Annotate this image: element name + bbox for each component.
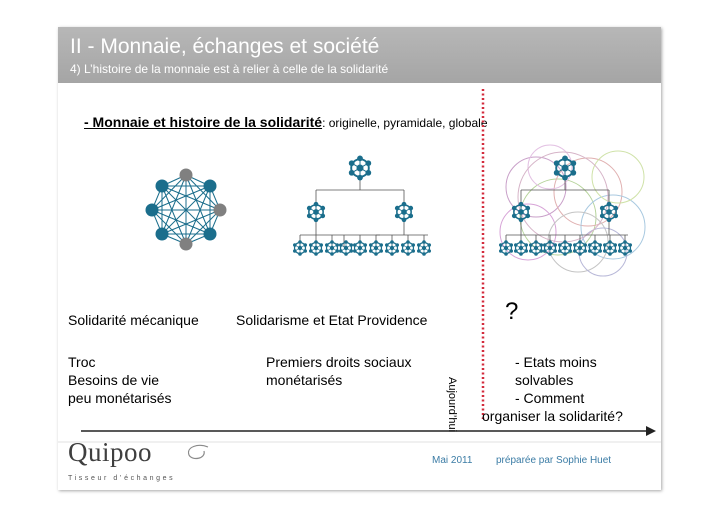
mesh-network-icon	[146, 169, 227, 251]
pyramid-network-icon	[293, 156, 431, 256]
future-line-2: solvables	[515, 372, 574, 388]
slide-subtitle: 4) L’histoire de la monnaie est à relier à celle de la solidarité	[70, 62, 389, 76]
providence-line-2: monétarisés	[266, 372, 343, 388]
future-line-4: organiser la solidarité?	[482, 408, 623, 424]
label-question-mark: ?	[505, 298, 519, 325]
logo-tagline: Tisseur d’échanges	[68, 475, 176, 482]
section-heading-main: - Monnaie et histoire de la solidarité	[84, 114, 323, 130]
mecanique-line-3: peu monétarisés	[68, 390, 172, 406]
logo-wordmark: Quipoo	[68, 437, 152, 467]
footer-date: Mai 2011	[432, 455, 473, 466]
mecanique-line-1: Troc	[68, 354, 96, 370]
mecanique-line-2: Besoins de vie	[68, 372, 160, 388]
footer-author: préparée par Sophie Huet	[496, 455, 612, 466]
timeline-arrow	[81, 426, 656, 436]
label-etat-providence: Solidarisme et Etat Providence	[236, 312, 428, 328]
today-label: Aujourd’hui	[446, 377, 458, 433]
slide	[58, 27, 661, 490]
section-heading-rest: : originelle, pyramidale, globale	[322, 116, 488, 130]
providence-line-1: Premiers droits sociaux	[266, 354, 412, 370]
future-line-3: - Comment	[515, 390, 585, 406]
future-line-1: - Etats moins	[515, 354, 597, 370]
label-solidarite-mecanique: Solidarité mécanique	[68, 312, 199, 328]
slide-title: II - Monnaie, échanges et société	[70, 35, 380, 58]
global-network-icon	[499, 145, 645, 276]
logo-swirl-icon	[189, 445, 208, 458]
